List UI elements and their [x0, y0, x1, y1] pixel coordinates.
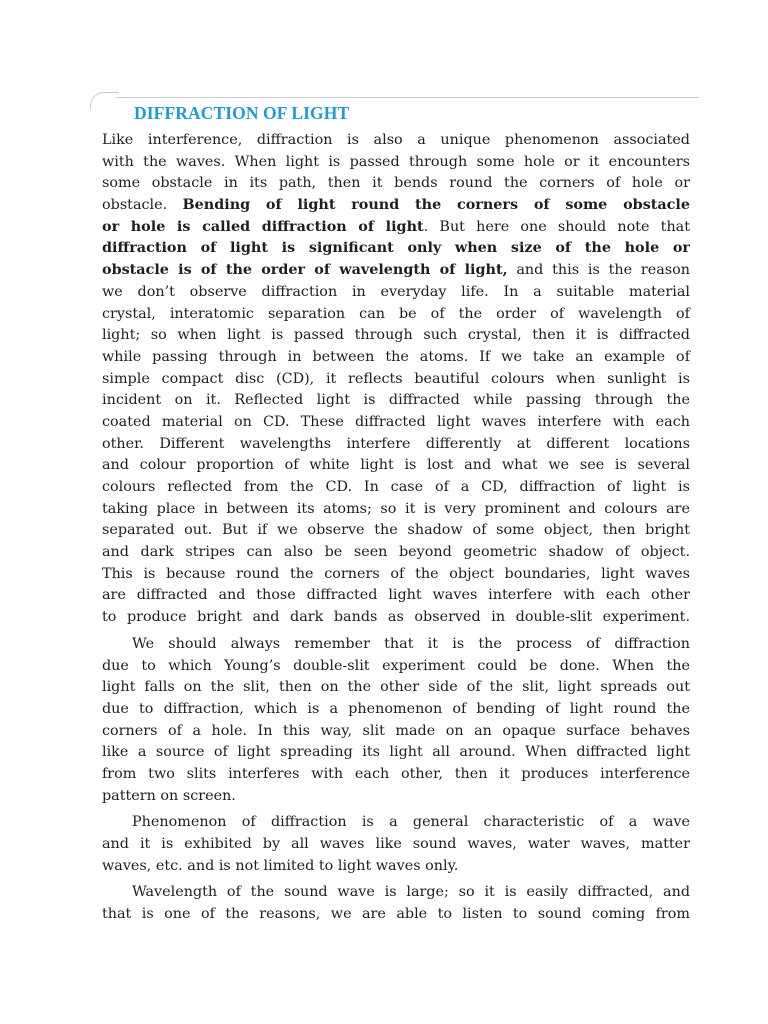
text-line: simple compact disc (CD), it reflects beautiful colours when sunlight is: [102, 370, 690, 387]
text-line: other. Different wavelengths interfere differently at different locations: [102, 435, 690, 452]
text-line: and dark stripes can also be seen beyond geometric shadow of object.: [102, 544, 690, 561]
text-line: This is because round the corners of the object boundaries, light waves: [102, 565, 690, 582]
text-line: We should always remember that it is the process of diffraction: [132, 635, 690, 652]
text-line: corners of a hole. In this way, slit made on an opaque surface behaves: [102, 722, 690, 739]
text-run: . But here one should note that: [423, 218, 690, 235]
bold-emphasis: diffraction of light is significant only when size of the hole or: [102, 240, 690, 257]
text-line: Phenomenon of diffraction is a general characteristic of a wave: [132, 814, 690, 831]
paragraph-3: [102, 812, 690, 877]
text-line: while passing through in between the atoms. If we take an example of: [102, 348, 690, 365]
text-line: incident on it. Reflected light is diffracted while passing through the: [102, 392, 690, 409]
text-line: taking place in between its atoms; so it is very prominent and colours are: [102, 500, 690, 517]
paragraph-2: [102, 634, 690, 808]
bold-emphasis: obstacle is of the order of wavelength of light,: [102, 262, 508, 279]
text-line: we don’t observe diffraction in everyday life. In a suitable material: [102, 283, 690, 300]
text-line: pattern on screen.: [102, 787, 236, 804]
section-heading: DIFFRACTION OF LIGHT: [134, 103, 350, 123]
text-line: and colour proportion of white light is lost and what we see is several: [102, 457, 690, 474]
text-line: colours reflected from the CD. In case of a CD, diffraction of light is: [102, 479, 690, 495]
section-corner-decoration: [90, 92, 119, 109]
text-line: due to which Young’s double-slit experiment could be done. When the: [102, 657, 690, 674]
text-line: [102, 195, 690, 217]
text-line: and it is exhibited by all waves like sound waves, water waves, matter: [102, 836, 690, 852]
bold-definition: Bending of light round the corners of some obstacle: [182, 197, 690, 214]
text-line: to produce bright and dark bands as observed in double-slit experiment.: [102, 609, 690, 626]
bold-definition: or hole is called diffraction of light: [102, 218, 424, 235]
text-line: waves, etc. and is not limited to light waves only.: [102, 857, 459, 874]
text-line: from two slits interferes with each other, then it produces interference: [102, 765, 690, 782]
text-line: with the waves. When light is passed through some hole or it encounters: [102, 153, 690, 170]
text-line: Like interference, diffraction is also a unique phenomenon associated: [102, 132, 690, 148]
text-line: some obstacle in its path, then it bends round the corners of hole or: [102, 175, 690, 192]
section-top-rule: [116, 97, 699, 98]
text-line: separated out. But if we observe the shadow of some object, then bright: [102, 522, 690, 539]
paragraph-1: [102, 130, 690, 629]
text-line: Wavelength of the sound wave is large; so it is easily diffracted, and: [132, 884, 690, 901]
text-line: coated material on CD. These diffracted light waves interfere with each: [102, 413, 690, 430]
text-line: [102, 260, 690, 282]
text-run: obstacle.: [102, 197, 183, 214]
text-run: and this is the reason: [507, 262, 690, 279]
paragraph-4: [102, 882, 690, 925]
text-line: are diffracted and those diffracted light waves interfere with each other: [102, 587, 690, 604]
text-line: crystal, interatomic separation can be of the order of wavelength of: [102, 305, 690, 322]
text-line: due to diffraction, which is a phenomenon of bending of light round the: [102, 700, 690, 717]
body-text: [102, 130, 690, 926]
text-line: light; so when light is passed through such crystal, then it is diffracted: [102, 327, 690, 344]
text-line: [102, 238, 690, 260]
text-line: light falls on the slit, then on the other side of the slit, light spreads out: [102, 679, 690, 696]
text-line: [102, 217, 690, 239]
text-line: that is one of the reasons, we are able to listen to sound coming from: [102, 906, 690, 923]
text-line: like a source of light spreading its light all around. When diffracted light: [102, 744, 690, 761]
